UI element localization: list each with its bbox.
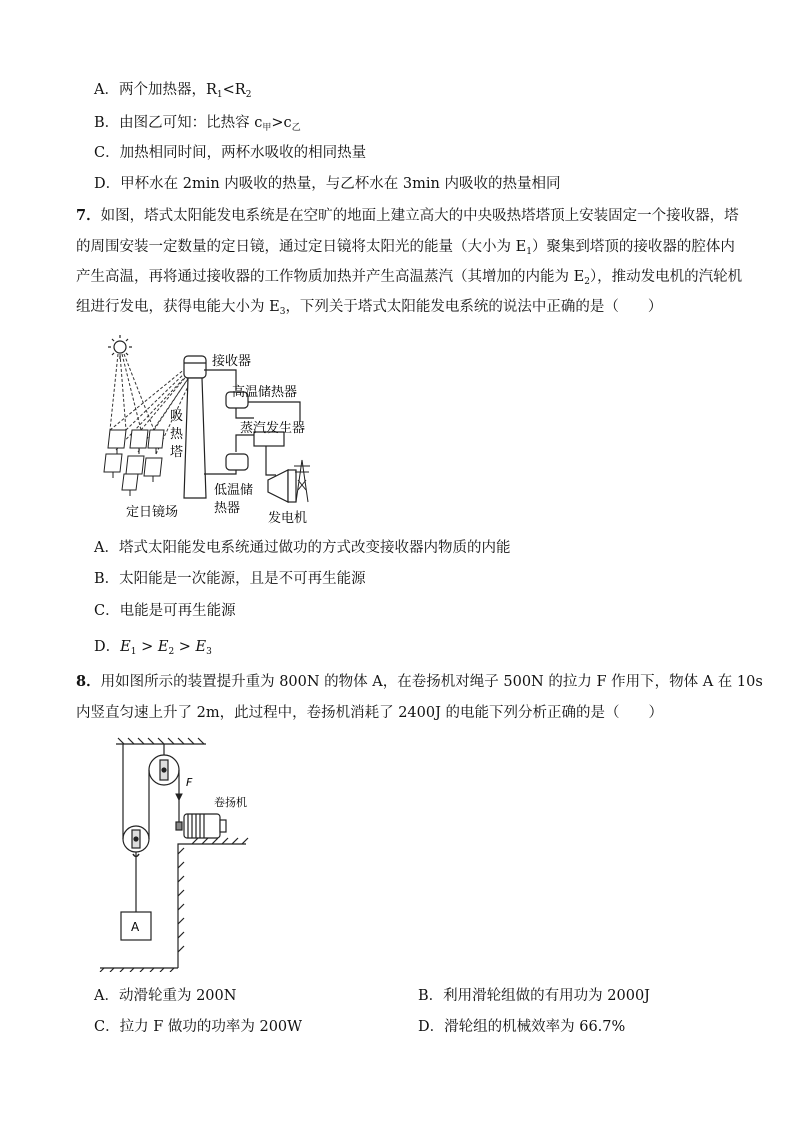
ledge: [178, 838, 248, 968]
q7-option-b: B．太阳能是一次能源，且是不可再生能源: [94, 571, 366, 587]
q7-option-d-gt1: >: [136, 639, 158, 655]
q7-line3-b: ），推动发电机的汽轮机: [589, 269, 743, 285]
q7-line3-sub: 2: [584, 277, 590, 287]
q7-option-d-e2: E: [157, 639, 169, 655]
q7-stem-line2: [76, 237, 735, 262]
q7-option-d-sub2: 2: [168, 647, 175, 657]
hot-storage-label: 高温储热器: [232, 385, 298, 400]
q7-line4-a: 组进行发电，获得电能大小为 E: [76, 299, 280, 315]
q7-stem-line4: [76, 297, 662, 322]
q6-option-a-mid: <R: [222, 82, 246, 98]
q7-option-d: [94, 637, 212, 662]
q7-option-c: C．电能是可再生能源: [94, 603, 236, 619]
q8-stem-line1: [76, 672, 763, 692]
q6-option-b-mid: >c: [271, 115, 292, 131]
q6-option-b: [94, 113, 301, 138]
tower-label-2: 热: [170, 427, 184, 442]
q7-line2-a: 的周围安装一定数量的定日镜，通过定日镜将太阳光的能量（大小为 E: [76, 239, 527, 255]
q7-line4-b: ，下列关于塔式太阳能发电系统的说法中正确的是（ ）: [285, 299, 663, 315]
q6-option-b-text: B．由图乙可知：比热容 c: [94, 115, 263, 131]
winch: [176, 814, 226, 838]
q8-option-b: B．利用滑轮组做的有用功为 2000J: [418, 988, 650, 1004]
tower-label-1: 吸: [170, 409, 184, 424]
cold-storage-label-2: 热器: [214, 501, 241, 516]
q6-option-a: [94, 80, 251, 105]
fixed-pulley: [149, 744, 179, 785]
q6-option-a-sub2: 2: [245, 90, 252, 100]
q8-option-c: C．拉力 F 做功的功率为 200W: [94, 1019, 303, 1035]
q7-option-d-e1: E: [120, 639, 131, 655]
q7-option-d-e3: E: [195, 639, 207, 655]
force-arrow: [176, 780, 182, 800]
q8-stem-line2: 内竖直匀速上升了 2m，此过程中，卷扬机消耗了 2400J 的电能下列分析正确的是（ ）: [76, 705, 664, 721]
q7-option-d-gt2: >: [174, 639, 196, 655]
movable-pulley: [123, 826, 149, 852]
q6-option-b-sub2: 乙: [291, 123, 301, 133]
q8-line1-text: 用如图所示的装置提升重为 800N 的物体 A，在卷扬机对绳子 500N 的拉力 F 作用下，物体 A 在 10s: [100, 674, 763, 690]
q7-line2-b: ）聚集到塔顶的接收器的腔体内: [531, 239, 735, 255]
q7-option-d-label: D．: [94, 639, 121, 655]
q6-option-b-sub1: 甲: [262, 123, 272, 133]
q8-number: 8．: [76, 673, 101, 690]
q7-option-d-sub3: 3: [206, 647, 212, 657]
q7-number: 7．: [76, 207, 101, 224]
q6-option-c: C．加热相同时间，两杯水吸收的相同热量: [94, 145, 367, 161]
solar-tower-diagram: [96, 330, 332, 530]
q8-option-a: A．动滑轮重为 200N: [94, 988, 237, 1004]
q6-option-a-sub1: 1: [216, 90, 223, 100]
receiver-label: 接收器: [212, 354, 252, 369]
absorber-tower: [184, 378, 206, 498]
heliostat-mirrors: [104, 430, 164, 496]
q7-stem-line1: [76, 206, 739, 226]
heliostat-label: 定日镜场: [126, 505, 179, 520]
q7-option-d-sub1: 1: [130, 647, 137, 657]
q6-option-a-text: A．两个加热器，R: [94, 82, 217, 98]
winch-label: 卷扬机: [214, 796, 247, 809]
pulley-diagram: [96, 736, 256, 972]
ceiling: [116, 738, 206, 744]
q8-option-d: D．滑轮组的机械效率为 66.7%: [418, 1019, 626, 1035]
receiver: [184, 356, 206, 378]
tower-label-3: 塔: [170, 445, 184, 460]
cold-storage-tank: [226, 454, 248, 470]
object-a-label: A: [131, 920, 140, 934]
q7-stem-line3: [76, 267, 742, 292]
q7-line1-text: 如图，塔式太阳能发电系统是在空旷的地面上建立高大的中央吸热塔塔顶上安装固定一个接收器，塔: [100, 208, 739, 224]
steam-generator-label: 蒸汽发生器: [240, 421, 306, 436]
q7-option-a: A．塔式太阳能发电系统通过做功的方式改变接收器内物质的内能: [94, 540, 511, 556]
cold-storage-label-1: 低温储: [214, 483, 254, 498]
generator-label: 发电机: [268, 511, 308, 526]
force-label: F: [186, 776, 193, 789]
q7-line3-a: 产生高温，再将通过接收器的工作物质加热并产生高温蒸汽（其增加的内能为 E: [76, 269, 585, 285]
floor: [100, 968, 178, 972]
q6-option-d: D．甲杯水在 2min 内吸收的热量，与乙杯水在 3min 内吸收的热量相同: [94, 176, 561, 192]
q7-line2-sub: 1: [526, 247, 532, 257]
q7-line4-sub: 3: [279, 307, 286, 317]
